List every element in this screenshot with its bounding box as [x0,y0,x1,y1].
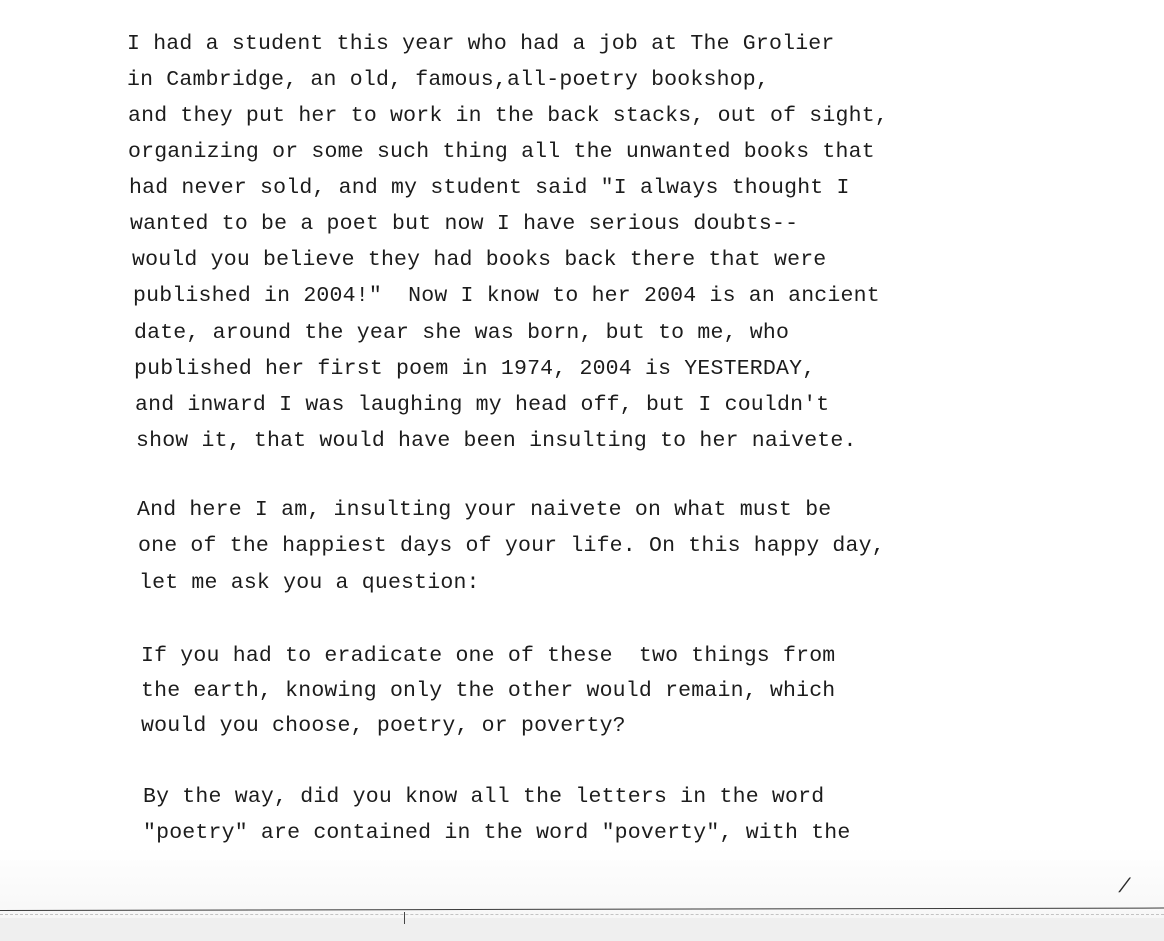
text-line: and they put her to work in the back stacks, out of sight, [128,104,888,128]
text-line: published her first poem in 1974, 2004 is YESTERDAY, [134,357,816,381]
page-edge-rule [0,908,1164,911]
page-edge-tick [404,912,405,924]
text-line: would you choose, poetry, or poverty? [141,714,626,738]
text-line: If you had to eradicate one of these two things from [141,644,836,668]
page-edge-shadow [0,914,1164,915]
text-line: I had a student this year who had a job at The Grolier [127,32,835,56]
page-mark: / [1115,876,1133,899]
text-line: And here I am, insulting your naivete on what must be [137,498,832,522]
text-line: let me ask you a question: [139,571,480,595]
text-line: organizing or some such thing all the unwanted books that [128,140,875,164]
text-line: had never sold, and my student said "I always thought I [129,176,850,200]
text-line: and inward I was laughing my head off, but I couldn't [135,393,830,417]
text-line: By the way, did you know all the letters in the word [143,785,825,809]
text-line: wanted to be a poet but now I have serious doubts-- [130,212,799,236]
text-line: "poetry" are contained in the word "poverty", with the [143,821,851,845]
page-bottom-shade [0,918,1164,941]
text-line: the earth, knowing only the other would remain, which [141,679,836,703]
text-line: date, around the year she was born, but to me, who [134,321,790,345]
text-line: in Cambridge, an old, famous,all-poetry bookshop, [127,68,770,92]
text-line: would you believe they had books back there that were [132,248,827,272]
text-line: one of the happiest days of your life. On this happy day, [138,534,885,558]
text-line: published in 2004!" Now I know to her 2004 is an ancient [133,284,880,308]
text-line: show it, that would have been insulting to her naivete. [136,429,857,453]
